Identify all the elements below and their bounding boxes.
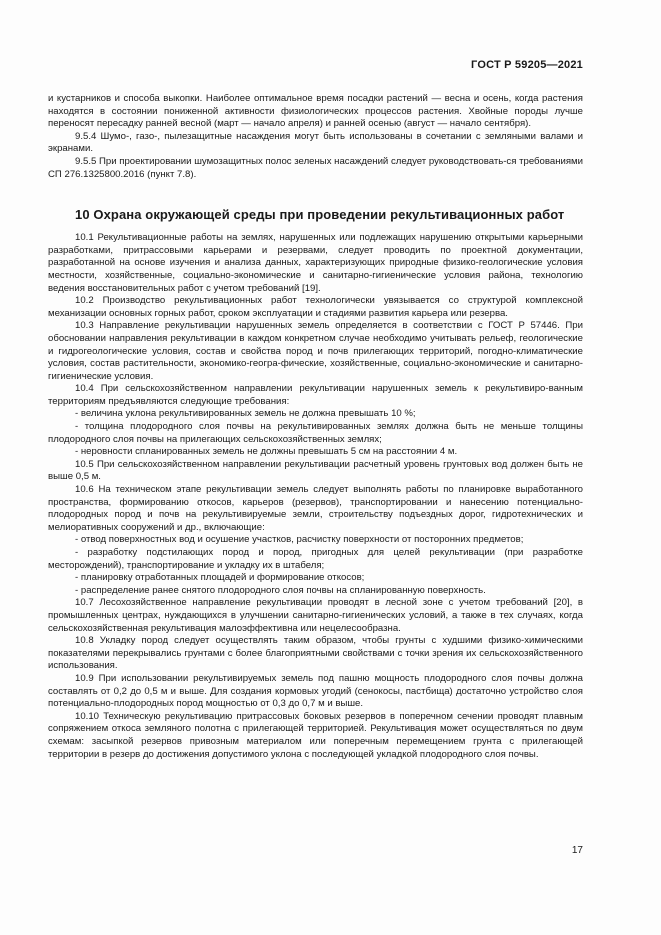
list-item: - величина уклона рекультивированных земель не должна превышать 10 %;	[75, 408, 416, 420]
list-item: - отвод поверхностных вод и осушение участков, расчистку поверхности от посторонних предметов;	[75, 534, 524, 546]
list-item: - толщина плодородного слоя почвы на рекультивированных землях должна быть не меньше толщины плодородного слоя почвы на прилегающих сельскохозяйственных землях;	[48, 421, 583, 445]
paragraph: 10.3 Направление рекультивации нарушенных земель определяется в соответствии с ГОСТ Р 57446. При обосновании направления рекультивации в каждом конкретном случае необходимо учитывать рельеф, геологические и гидрогеологические условия, состав и свойства пород и почв прилегающих территорий, погодно-климатические условия, состав растительности, экономико-геогра-фические, хозяйственные, социально-экономические и санитарно-гигиенические условия.	[48, 320, 583, 382]
list-item: - планировку отработанных площадей и формирование откосов;	[75, 572, 365, 584]
paragraph: 10.1 Рекультивационные работы на землях, нарушенных или подлежащих нарушению открытыми карьерными разработками, притрассовыми карьерами и резервами, следует проводить по проектной документации, разработанной на основе изучения и анализа данных, характеризующих природные физико-геологические условия местности, хозяйственные, социально-экономические и санитарно-гигиенические условия района, технологию ведения восстановительных работ с учетом требований [19].	[48, 232, 583, 294]
paragraph: 9.5.5 При проектировании шумозащитных полос зеленых насаждений следует руководствовать-ся требованиями СП 276.1325800.2016 (пункт 7.8).	[48, 155, 584, 180]
document-code: ГОСТ Р 59205—2021	[471, 59, 583, 71]
paragraph: и кустарников и способа выкопки. Наиболее оптимальное время посадки растений — весна и осень, когда растения находятся в состоянии пониженной активности физиологических процессов растения. Хвойные породы лучше переносят пересадку ранней весной (март — начало апреля) и ранней осенью (август — начало сентября).	[48, 93, 583, 130]
page-content	[48, 93, 583, 761]
paragraph: 10.2 Производство рекультивационных работ технологически увязывается со структурой комплексной механизации основных горных работ, сроком эксплуатации и стадиями развития карьера или резерва.	[48, 295, 583, 319]
list-item: - распределение ранее снятого плодородного слоя почвы на спланированную поверхность.	[75, 584, 486, 596]
paragraph: 10.5 При сельскохозяйственном направлении рекультивации расчетный уровень грунтовых вод должен быть не выше 0,5 м.	[48, 458, 583, 483]
list-item: - разработку подстилающих пород и пород, пригодных для целей рекультивации (при разработке месторождений), транспортирование и укладку их в штабеля;	[48, 547, 583, 571]
paragraph: 10.7 Лесохозяйственное направление рекультивации проводят в лесной зоне с учетом требований [20], в промышленных центрах, нуждающихся в улучшении санитарно-гигиенических условий, а также в тех случаях, когда сельскохозяйственная рекультивация малоэффективна или нецелесообразна.	[48, 597, 583, 634]
paragraph: 10.9 При использовании рекультивируемых земель под пашню мощность плодородного слоя почвы должна составлять от 0,2 до 0,5 м и выше. Для создания кормовых угодий (сенокосы, пастбища) достаточно устройство слоя потенциально-плодородных пород мощностью от 0,3 до 0,7 м и выше.	[48, 672, 583, 710]
paragraph: 10.10 Техническую рекультивацию притрассовых боковых резервов в поперечном сечении проводят плавным сопряжением откоса земляного полотна с прилегающей территорией. Рекультивация может осуществляться по двум схемам: засыпкой резервов привозным материалом или поперечным перемещением грунта с прилегающей территории в резерв до достижения допустимого уклона с последующей укладкой плодородного слоя почвы.	[48, 710, 583, 760]
page-number: 17	[571, 845, 583, 856]
section-title: 10 Охрана окружающей среды при проведении рекультивационных работ	[75, 207, 565, 223]
list-item: - неровности спланированных земель не должны превышать 5 см на расстоянии 4 м.	[75, 446, 458, 458]
paragraph: 10.8 Укладку пород следует осуществлять таким образом, чтобы грунты с худшими физико-химическими показателями перекрывались грунтами с более благоприятными свойствами с точки зрения их сельскохозяйственного использования.	[48, 635, 583, 672]
paragraph: 9.5.4 Шумо-, газо-, пылезащитные насаждения могут быть использованы в сочетании с земляными валами и экранами.	[48, 130, 583, 155]
paragraph: 10.4 При сельскохозяйственном направлении рекультивации нарушенных земель к рекультивиро-ванным территориям предъявляются следующие требования:	[48, 383, 583, 407]
paragraph: 10.6 На техническом этапе рекультивации земель следует выполнять работы по планировке выработанного пространства, формированию откосов, карьеров (резервов), транспортировании и нанесению потенциально-плодородных пород и почв на рекультивируемые земли, строительству подъездных дорог, гидротехнических и мелиоративных сооружений и др., включающие:	[48, 484, 583, 533]
